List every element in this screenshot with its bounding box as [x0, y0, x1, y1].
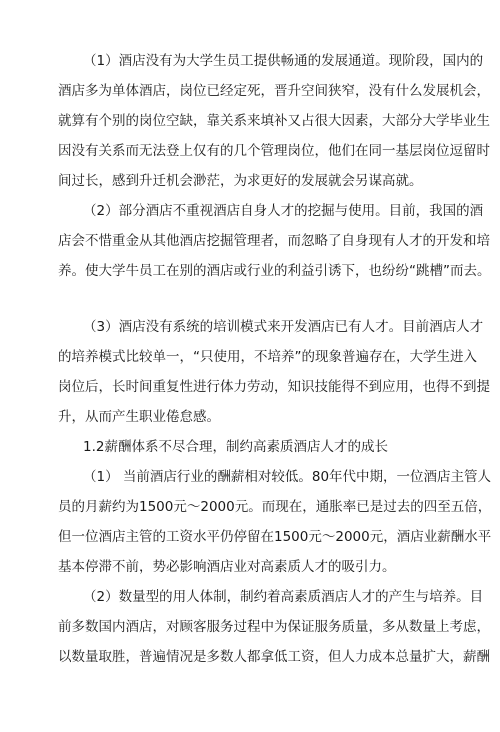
paragraph-5-line-1: （2）数量型的用人体制，制约着高素质酒店人才的产生与培养。目	[83, 589, 484, 605]
paragraph-1-line-2: 酒店多为单体酒店，岗位已经定死，晋升空间狭窄，没有什么发展机会，	[58, 83, 490, 99]
paragraph-2-line-2: 店会不惜重金从其他酒店挖掘管理者，而忽略了自身现有人才的开发和培	[58, 233, 490, 249]
paragraph-3-line-2: 的培养模式比较单一，“只使用，不培养”的现象普遍存在，大学生进入	[58, 349, 477, 365]
section-heading-1-2: 1.2薪酬体系不尽合理，制约高素质酒店人才的成长	[83, 439, 388, 455]
paragraph-4-line-2: 员的月薪约为1500元～2000元。而现在，通胀率已是过去的四至五倍，	[58, 499, 492, 515]
paragraph-4-line-4: 基本停滞不前，势必影响酒店业对高素质人才的吸引力。	[58, 559, 396, 575]
paragraph-1-line-5: 间过长，感到升迁机会渺茫，为求更好的发展就会另谋高就。	[58, 173, 423, 189]
paragraph-1-line-1: （1）酒店没有为大学生员工提供畅通的发展通道。现阶段，国内的	[83, 53, 484, 69]
paragraph-3-line-4: 升，从而产生职业倦怠感。	[58, 409, 220, 425]
paragraph-5-line-2: 前多数国内酒店，对顾客服务过程中为保证服务质量，多从数量上考虑，	[58, 619, 490, 635]
paragraph-3-line-3: 岗位后，长时间重复性进行体力劳动，知识技能得不到应用，也得不到提	[58, 379, 490, 395]
paragraph-2-line-1: （2）部分酒店不重视酒店自身人才的挖掘与使用。目前，我国的酒	[83, 203, 484, 219]
paragraph-1-line-3: 就算有个别的岗位空缺，靠关系来填补又占很大因素，大部分大学毕业生	[58, 113, 490, 129]
paragraph-4-line-1: （1） 当前酒店行业的酬薪相对较低。80年代中期，一位酒店主管人	[83, 469, 492, 485]
paragraph-1-line-4: 因没有关系而无法登上仅有的几个管理岗位，他们在同一基层岗位逗留时	[58, 143, 490, 159]
paragraph-4-line-3: 但一位酒店主管的工资水平仍停留在1500元～2000元，酒店业薪酬水平	[58, 529, 492, 545]
paragraph-2-line-3: 养。使大学牛员工在别的酒店或行业的利益引诱下，也纷纷“跳槽”而去。	[58, 263, 491, 279]
paragraph-3-line-1: （3）酒店没有系统的培训模式来开发酒店已有人才。目前酒店人才	[83, 319, 484, 335]
paragraph-5-line-3: 以数量取胜，普遍情况是多数人都拿低工资，但人力成本总量扩大，薪酬	[58, 649, 490, 665]
